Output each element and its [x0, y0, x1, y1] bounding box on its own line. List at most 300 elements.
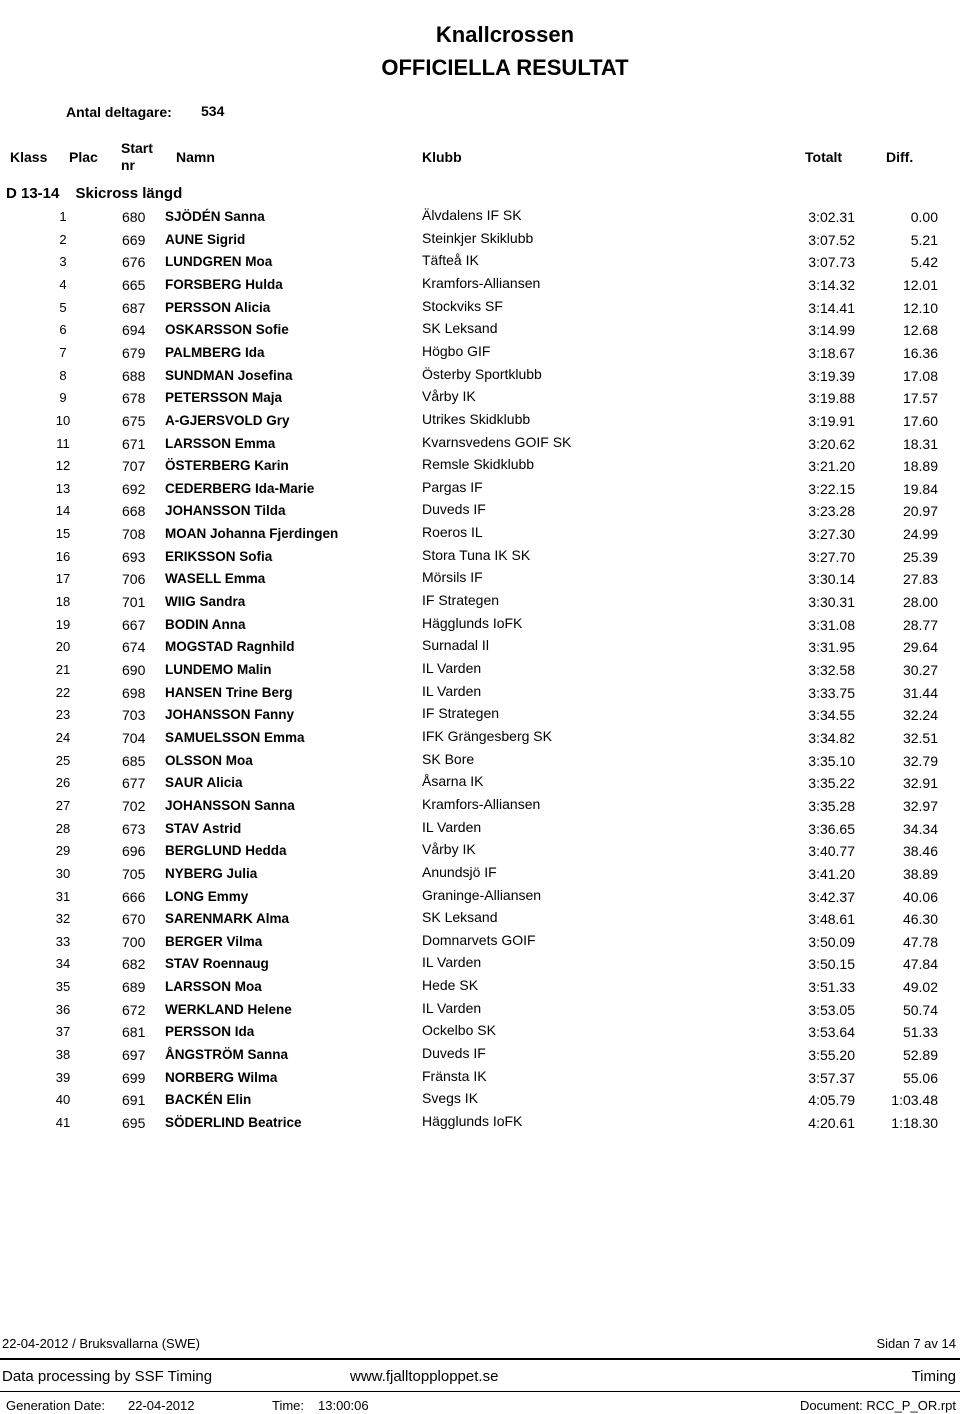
athlete-name: SJÖDÉN Sanna — [165, 209, 265, 224]
start-number: 674 — [122, 639, 146, 656]
time-diff: 12.01 — [902, 276, 938, 293]
footer-data-processing: Data processing by SSF Timing — [2, 1368, 213, 1385]
total-time: 3:30.14 — [808, 571, 855, 588]
placement: 1 — [59, 209, 67, 224]
total-time: 3:50.09 — [808, 933, 855, 950]
club-name: IFK Grängesberg SK — [422, 727, 552, 744]
start-number: 672 — [122, 1001, 146, 1018]
placement: 7 — [59, 344, 67, 360]
time-diff: 51.33 — [902, 1024, 938, 1041]
total-time: 3:51.33 — [808, 979, 855, 996]
total-time: 3:40.77 — [808, 843, 855, 860]
club-name: Duveds IF — [422, 1045, 486, 1061]
club-name: Remsle Skidklubb — [422, 456, 535, 473]
column-header-klass: Klass — [10, 149, 48, 165]
athlete-name: JOHANSSON Tilda — [165, 503, 286, 519]
time-diff: 32.51 — [902, 729, 938, 746]
start-number: 698 — [122, 684, 146, 701]
table-row — [0, 322, 960, 344]
column-header-start: Start — [121, 140, 153, 156]
table-row — [0, 931, 960, 956]
start-number: 677 — [122, 775, 146, 792]
class-code: D 13-14 — [6, 185, 60, 202]
placement: 11 — [56, 435, 70, 451]
total-time: 3:30.31 — [808, 594, 855, 610]
start-number: 671 — [122, 435, 146, 452]
time-diff: 32.91 — [902, 775, 938, 792]
club-name: Älvdalens IF SK — [422, 207, 522, 223]
club-name: Hägglunds IoFK — [422, 1113, 523, 1129]
placement: 9 — [59, 390, 67, 406]
club-name: IF Strategen — [422, 592, 500, 608]
start-number: 678 — [122, 390, 146, 407]
total-time: 3:33.75 — [808, 684, 855, 701]
time-diff: 52.89 — [902, 1047, 938, 1063]
time-diff: 17.57 — [902, 390, 938, 407]
start-number: 669 — [122, 231, 146, 248]
time-diff: 34.34 — [902, 820, 938, 837]
table-row — [0, 254, 960, 276]
placement: 16 — [55, 548, 71, 564]
time-diff: 12.68 — [902, 322, 938, 339]
total-time: 3:53.64 — [808, 1024, 855, 1041]
athlete-name: PERSSON Ida — [165, 1024, 255, 1040]
total-time: 3:14.41 — [808, 299, 855, 316]
start-number: 679 — [122, 344, 146, 361]
placement: 17 — [55, 571, 71, 587]
total-time: 3:27.30 — [808, 526, 855, 543]
club-name: Duveds IF — [422, 501, 486, 518]
table-row — [0, 433, 960, 458]
total-time: 3:31.95 — [808, 639, 855, 656]
placement: 15 — [55, 526, 71, 542]
table-row — [0, 1047, 960, 1069]
table-row — [0, 886, 960, 911]
time-diff: 38.46 — [902, 843, 938, 860]
table-row — [0, 999, 960, 1024]
club-name: Anundsjö IF — [422, 863, 497, 880]
table-row — [0, 365, 960, 390]
participants-label: Antal deltagare: — [66, 104, 172, 120]
total-time: 3:42.37 — [808, 888, 855, 905]
athlete-name: OLSSON Moa — [165, 752, 253, 768]
time-diff: 38.89 — [902, 865, 938, 882]
footer-time-label: Time: — [272, 1398, 305, 1413]
athlete-name: SAUR Alicia — [165, 775, 243, 791]
start-number: 699 — [122, 1069, 146, 1086]
athlete-name: ERIKSSON Sofia — [165, 548, 273, 564]
athlete-name: BERGLUND Hedda — [165, 843, 287, 859]
start-number: 701 — [122, 594, 146, 610]
start-number: 691 — [122, 1092, 146, 1109]
club-name: Hede SK — [422, 977, 479, 994]
athlete-name: WIIG Sandra — [165, 594, 246, 609]
footer-document: Document: RCC_P_OR.rpt — [799, 1398, 956, 1413]
placement: 39 — [55, 1069, 71, 1085]
table-row — [0, 775, 960, 797]
table-row — [0, 843, 960, 865]
placement: 34 — [55, 956, 71, 972]
participants-count: 534 — [201, 103, 225, 119]
start-number: 706 — [122, 571, 146, 588]
time-diff: 28.00 — [902, 594, 938, 610]
time-diff: 24.99 — [902, 526, 938, 543]
athlete-name: BACKÉN Elin — [165, 1092, 252, 1108]
club-name: Surnadal Il — [422, 637, 489, 654]
placement: 2 — [59, 231, 67, 247]
time-diff: 47.84 — [902, 956, 938, 973]
club-name: Täfteå IK — [422, 252, 479, 269]
total-time: 3:36.65 — [808, 820, 855, 837]
start-number: 702 — [122, 797, 146, 814]
start-number: 688 — [122, 367, 146, 384]
club-name: Mörsils IF — [422, 569, 483, 586]
total-time: 3:32.58 — [808, 662, 855, 678]
placement: 22 — [55, 684, 71, 700]
athlete-name: OSKARSSON Sofie — [165, 322, 289, 338]
total-time: 3:35.22 — [808, 775, 855, 792]
placement: 5 — [59, 299, 67, 315]
start-number: 690 — [122, 662, 146, 678]
athlete-name: WASELL Emma — [165, 571, 266, 587]
club-name: SK Leksand — [422, 909, 498, 926]
club-name: Stora Tuna IK SK — [422, 546, 531, 563]
club-name: IF Strategen — [422, 705, 500, 722]
start-number: 667 — [122, 616, 146, 633]
placement: 27 — [55, 797, 71, 813]
club-name: IL Varden — [422, 682, 482, 699]
start-number: 693 — [122, 548, 146, 565]
total-time: 3:22.15 — [808, 480, 855, 497]
placement: 18 — [55, 594, 71, 609]
club-name: Kramfors-Alliansen — [422, 274, 541, 291]
time-diff: 17.60 — [902, 412, 938, 429]
start-number: 692 — [122, 480, 146, 497]
table-row — [0, 229, 960, 254]
total-time: 3:02.31 — [808, 209, 855, 225]
club-name: IL Varden — [422, 818, 482, 835]
placement: 37 — [55, 1024, 71, 1040]
start-number: 666 — [122, 888, 146, 905]
athlete-name: LONG Emmy — [165, 888, 249, 904]
placement: 25 — [55, 752, 71, 768]
total-time: 3:19.88 — [808, 390, 855, 407]
placement: 10 — [55, 412, 71, 428]
placement: 21 — [55, 662, 71, 677]
table-row — [0, 1115, 960, 1137]
club-name: Svegs IK — [422, 1090, 479, 1107]
start-number: 708 — [122, 526, 146, 543]
athlete-name: JOHANSSON Sanna — [165, 797, 295, 813]
athlete-name: STAV Roennaug — [165, 956, 269, 972]
placement: 14 — [55, 503, 71, 519]
time-diff: 5.42 — [910, 254, 938, 271]
footer-page-number: Sidan 7 av 14 — [876, 1336, 956, 1351]
class-name: Skicross längd — [75, 185, 183, 202]
table-row — [0, 1024, 960, 1046]
athlete-name: CEDERBERG Ida-Marie — [165, 480, 315, 496]
total-time: 3:14.99 — [808, 322, 855, 339]
club-name: Domnarvets GOIF — [422, 931, 536, 948]
time-diff: 32.24 — [902, 707, 938, 724]
club-name: Högbo GIF — [422, 342, 491, 359]
placement: 24 — [55, 729, 71, 745]
page-title: Knallcrossen — [435, 22, 575, 47]
column-header-namn: Namn — [176, 149, 215, 165]
total-time: 3:14.32 — [808, 276, 855, 293]
table-row — [0, 503, 960, 525]
table-row — [0, 526, 960, 548]
time-diff: 27.83 — [902, 571, 938, 588]
table-row — [0, 662, 960, 684]
total-time: 4:05.79 — [808, 1092, 855, 1109]
time-diff: 29.64 — [902, 639, 938, 656]
class-section-header — [6, 185, 194, 202]
athlete-name: BODIN Anna — [165, 616, 246, 632]
placement: 41 — [55, 1115, 71, 1130]
time-diff: 12.10 — [902, 299, 938, 316]
total-time: 3:18.67 — [808, 344, 855, 361]
time-diff: 16.36 — [902, 344, 938, 361]
athlete-name: WERKLAND Helene — [165, 1001, 292, 1017]
time-diff: 46.30 — [902, 911, 938, 928]
placement: 32 — [55, 911, 71, 927]
athlete-name: ÖSTERBERG Karin — [165, 458, 289, 474]
total-time: 3:35.10 — [808, 752, 855, 769]
time-diff: 40.06 — [902, 888, 938, 905]
athlete-name: PERSSON Alicia — [165, 299, 271, 315]
start-number: 681 — [122, 1024, 146, 1041]
start-number: 697 — [122, 1047, 146, 1063]
footer-time-value: 13:00:06 — [318, 1398, 369, 1413]
placement: 29 — [55, 843, 71, 859]
table-row — [0, 707, 960, 729]
placement: 28 — [55, 820, 71, 836]
placement: 13 — [55, 480, 71, 496]
athlete-name: LARSSON Moa — [165, 979, 262, 995]
table-row — [0, 750, 960, 775]
club-name: Hägglunds IoFK — [422, 614, 523, 631]
athlete-name: MOGSTAD Ragnhild — [165, 639, 295, 655]
athlete-name: A-GJERSVOLD Gry — [165, 412, 290, 428]
athlete-name: LARSSON Emma — [165, 435, 276, 451]
table-row — [0, 410, 960, 435]
club-name: IL Varden — [422, 660, 482, 676]
column-header-diff: Diff. — [886, 149, 914, 165]
total-time: 3:55.20 — [808, 1047, 855, 1063]
total-time: 3:35.28 — [808, 797, 855, 814]
athlete-name: JOHANSSON Fanny — [165, 707, 295, 723]
total-time: 3:53.05 — [808, 1001, 855, 1018]
club-name: Kvarnsvedens GOIF SK — [422, 433, 572, 450]
club-name: Vårby IK — [422, 388, 476, 405]
club-name: Graninge-Alliansen — [422, 886, 542, 903]
footer-generation-label: Generation Date: — [6, 1398, 106, 1413]
table-row — [0, 979, 960, 1001]
table-row — [0, 458, 960, 480]
start-number: 707 — [122, 458, 146, 475]
placement: 20 — [55, 639, 71, 655]
total-time: 3:27.70 — [808, 548, 855, 565]
time-diff: 1:03.48 — [891, 1092, 938, 1109]
athlete-name: FORSBERG Hulda — [165, 276, 283, 292]
total-time: 3:50.15 — [808, 956, 855, 973]
time-diff: 20.97 — [902, 503, 938, 520]
total-time: 3:48.61 — [808, 911, 855, 928]
athlete-name: NYBERG Julia — [165, 865, 258, 881]
club-name: Fränsta IK — [422, 1067, 487, 1084]
total-time: 3:34.82 — [808, 729, 855, 746]
total-time: 3:07.52 — [808, 231, 855, 248]
placement: 38 — [55, 1047, 71, 1062]
footer-divider-top — [0, 1358, 960, 1360]
start-number: 682 — [122, 956, 146, 973]
total-time: 3:07.73 — [808, 254, 855, 271]
athlete-name: HANSEN Trine Berg — [165, 684, 293, 700]
time-diff: 18.31 — [902, 435, 938, 452]
start-number: 675 — [122, 412, 146, 429]
total-time: 3:41.20 — [808, 865, 855, 882]
time-diff: 49.02 — [902, 979, 938, 996]
total-time: 4:20.61 — [808, 1115, 855, 1131]
column-header-start-nr — [121, 140, 153, 174]
athlete-name: BERGER Vilma — [165, 933, 263, 949]
table-row — [0, 478, 960, 503]
athlete-name: SÖDERLIND Beatrice — [165, 1115, 302, 1130]
table-row — [0, 342, 960, 367]
table-row — [0, 209, 960, 231]
start-number: 705 — [122, 865, 146, 882]
table-row — [0, 571, 960, 593]
table-row — [0, 795, 960, 820]
placement: 6 — [59, 322, 67, 338]
placement: 12 — [55, 458, 71, 474]
total-time: 3:20.62 — [808, 435, 855, 452]
table-row — [0, 614, 960, 639]
table-row — [0, 727, 960, 752]
athlete-name: LUNDEMO Malin — [165, 662, 272, 677]
table-row — [0, 682, 960, 707]
athlete-name: AUNE Sigrid — [165, 231, 246, 247]
column-header-plac: Plac — [69, 149, 98, 165]
athlete-name: SAMUELSSON Emma — [165, 729, 305, 745]
table-row — [0, 863, 960, 888]
athlete-name: NORBERG Wilma — [165, 1069, 278, 1085]
placement: 30 — [55, 865, 71, 881]
footer-generation-date: 22-04-2012 — [128, 1398, 195, 1413]
time-diff: 32.79 — [902, 752, 938, 769]
total-time: 3:23.28 — [808, 503, 855, 520]
athlete-name: PALMBERG Ida — [165, 344, 265, 360]
placement: 40 — [55, 1092, 71, 1108]
footer-timing: Timing — [911, 1368, 956, 1385]
table-row — [0, 956, 960, 978]
club-name: Åsarna IK — [422, 773, 484, 790]
club-name: Roeros IL — [422, 524, 483, 541]
column-header-totalt: Totalt — [805, 149, 843, 165]
footer-divider-bottom — [0, 1391, 960, 1392]
table-row — [0, 639, 960, 661]
total-time: 3:19.39 — [808, 367, 855, 384]
table-row — [0, 390, 960, 412]
column-header-nr: nr — [121, 157, 135, 173]
start-number: 685 — [122, 752, 146, 769]
start-number: 673 — [122, 820, 146, 837]
table-row — [0, 818, 960, 843]
time-diff: 5.21 — [910, 231, 938, 248]
total-time: 3:31.08 — [808, 616, 855, 633]
column-header-klubb: Klubb — [422, 149, 462, 165]
club-name: SK Bore — [422, 750, 475, 767]
club-name: Österby Sportklubb — [422, 365, 542, 382]
time-diff: 32.97 — [902, 797, 938, 814]
club-name: Pargas IF — [422, 478, 483, 495]
start-number: 687 — [122, 299, 146, 316]
table-row — [0, 546, 960, 571]
athlete-name: MOAN Johanna Fjerdingen — [165, 526, 339, 542]
time-diff: 19.84 — [902, 480, 938, 497]
time-diff: 17.08 — [902, 367, 938, 384]
athlete-name: STAV Astrid — [165, 820, 242, 836]
table-row — [0, 594, 960, 616]
time-diff: 0.00 — [910, 209, 938, 225]
club-name: SK Leksand — [422, 320, 498, 337]
placement: 33 — [55, 933, 71, 949]
club-name: Steinkjer Skiklubb — [422, 229, 534, 246]
time-diff: 25.39 — [902, 548, 938, 565]
table-row — [0, 1067, 960, 1092]
club-name: Utrikes Skidklubb — [422, 410, 531, 427]
start-number: 689 — [122, 979, 146, 996]
time-diff: 30.27 — [902, 662, 938, 678]
start-number: 676 — [122, 254, 146, 271]
time-diff: 31.44 — [902, 684, 938, 701]
page-subtitle: OFFICIELLA RESULTAT — [381, 55, 629, 80]
placement: 35 — [55, 979, 71, 995]
total-time: 3:21.20 — [808, 458, 855, 475]
athlete-name: SARENMARK Alma — [165, 911, 290, 927]
start-number: 704 — [122, 729, 146, 746]
placement: 3 — [59, 254, 67, 270]
placement: 26 — [55, 775, 71, 791]
time-diff: 28.77 — [902, 616, 938, 633]
table-row — [0, 1092, 960, 1114]
placement: 23 — [55, 707, 71, 723]
time-diff: 50.74 — [902, 1001, 938, 1018]
placement: 4 — [59, 276, 67, 292]
club-name: Stockviks SF — [422, 297, 503, 314]
athlete-name: LUNDGREN Moa — [165, 254, 273, 270]
total-time: 3:57.37 — [808, 1069, 855, 1086]
footer-website-link[interactable]: www.fjalltopploppet.se — [350, 1368, 499, 1385]
time-diff: 1:18.30 — [891, 1115, 938, 1131]
club-name: IL Varden — [422, 999, 482, 1016]
total-time: 3:34.55 — [808, 707, 855, 724]
placement: 19 — [55, 616, 71, 632]
start-number: 670 — [122, 911, 146, 928]
start-number: 700 — [122, 933, 146, 950]
athlete-name: SUNDMAN Josefina — [165, 367, 293, 383]
footer-date-place: 22-04-2012 / Bruksvallarna (SWE) — [2, 1336, 200, 1351]
placement: 31 — [55, 888, 71, 904]
table-row — [0, 274, 960, 299]
club-name: IL Varden — [422, 954, 482, 971]
placement: 8 — [59, 367, 67, 383]
start-number: 668 — [122, 503, 146, 520]
time-diff: 18.89 — [902, 458, 938, 475]
start-number: 694 — [122, 322, 146, 339]
time-diff: 55.06 — [902, 1069, 938, 1086]
